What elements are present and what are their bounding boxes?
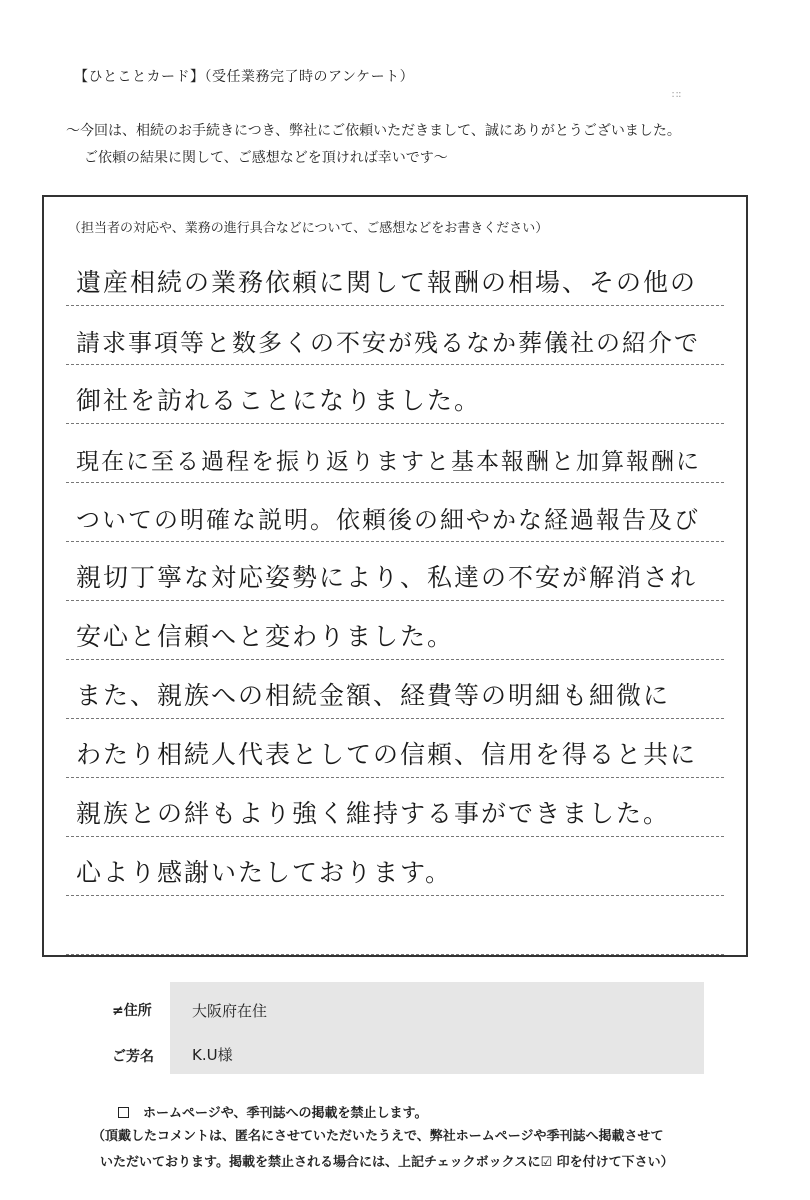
- comment-line-text: また、親族への相続金額、経費等の明細も細微に: [76, 681, 671, 710]
- comment-line: [66, 660, 724, 719]
- intro-line-1: ～今回は、相続のお手続きにつき、弊社にご依頼いただきまして、誠にありがとうございました。: [66, 123, 681, 139]
- note-line-1: （頂戴したコメントは、匿名にさせていただいたうえで、弊社ホームページや季刊誌へ掲載させて: [92, 1129, 664, 1144]
- intro-line-2: ご依頼の結果に関して、ご感想などを頂ければ幸いです～: [84, 150, 448, 166]
- comment-line-text: 御社を訪れることになりました。: [76, 386, 482, 415]
- comment-line: [66, 778, 724, 837]
- comment-line: [66, 247, 724, 306]
- publication-notice: [118, 1102, 427, 1121]
- info-box: [170, 982, 704, 1074]
- note-line-2: いただいております。掲載を禁止される場合には、上記チェックボックスに☑ 印を付けて下さい）: [100, 1155, 674, 1170]
- comment-line: [66, 896, 724, 955]
- address-value: 大阪府在住: [192, 1002, 268, 1020]
- handwritten-comment: [66, 247, 724, 955]
- comment-card: [42, 195, 748, 957]
- card-instruction: （担当者の対応や、業務の進行具合などについて、ご感想などをお書きください）: [68, 221, 549, 236]
- comment-line-text: わたり相続人代表としての信頼、信用を得ると共に: [76, 740, 698, 769]
- card-title: 【ひとことカード】（受任業務完了時のアンケート）: [74, 69, 415, 85]
- comment-line: [66, 542, 724, 601]
- publication-note: [92, 1124, 674, 1176]
- publication-notice-text: ホームページや、季刊誌への掲載を禁止します。: [143, 1106, 428, 1121]
- comment-line-text: 遺産相続の業務依頼に関して報酬の相場、その他の: [76, 268, 698, 297]
- faint-stamp: ∷∶: [672, 90, 681, 101]
- comment-line-text: 親族との絆もより強く維持する事ができました。: [76, 799, 671, 828]
- intro-text: [66, 118, 681, 172]
- comment-line: [66, 365, 724, 424]
- comment-line: [66, 837, 724, 896]
- address-label: ≠住所: [112, 1003, 152, 1019]
- comment-line-text: 親切丁寧な対応姿勢により、私達の不安が解消され: [76, 563, 698, 592]
- comment-line: [66, 719, 724, 778]
- comment-line: [66, 483, 724, 542]
- comment-line-text: 心より感謝いたしております。: [76, 858, 453, 887]
- name-value: K.U様: [192, 1046, 233, 1064]
- name-label: ご芳名: [112, 1049, 154, 1065]
- comment-line-text: 現在に至る過程を振り返りますと基本報酬と加算報酬に: [76, 449, 701, 475]
- comment-line-text: ついての明確な説明。依頼後の細やかな経過報告及び: [76, 506, 700, 534]
- comment-line: [66, 306, 724, 365]
- comment-line-text: 請求事項等と数多くの不安が残るなか葬儀社の紹介で: [76, 329, 700, 357]
- comment-line: [66, 424, 724, 483]
- publish-ban-checkbox[interactable]: [118, 1107, 129, 1118]
- comment-line-text: 安心と信頼へと変わりました。: [76, 622, 455, 651]
- comment-line: [66, 601, 724, 660]
